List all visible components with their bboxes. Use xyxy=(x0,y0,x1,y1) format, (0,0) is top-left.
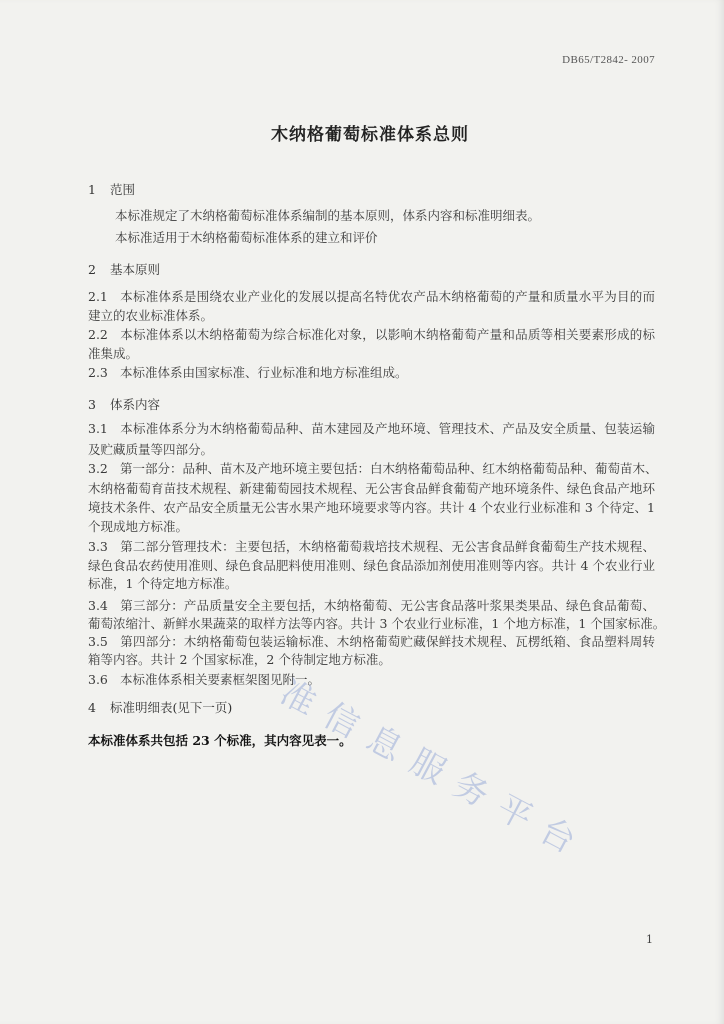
clause-2-2-line-2: 准集成。 xyxy=(88,346,139,361)
section-1-number: 1 xyxy=(88,182,96,197)
clause-2-1-text: 本标准体系是围绕农业产业化的发展以提高名特优农产品木纳格葡萄的产量和质量水平为目的而 xyxy=(120,289,655,304)
scope-line-1: 本标准规定了木纳格葡萄标准体系编制的基本原则，体系内容和标准明细表。 xyxy=(115,208,541,223)
clause-2-2-line-1 xyxy=(88,326,655,344)
clause-3-5-line-1 xyxy=(88,633,655,651)
clause-3-2-line-1 xyxy=(88,460,658,478)
clause-3-3-number: 3.3 xyxy=(88,539,108,554)
section-2-title: 基本原则 xyxy=(110,262,161,277)
clause-3-6-line-1 xyxy=(88,671,655,689)
clause-3-3-line-1 xyxy=(88,538,655,556)
clause-3-3-line-2: 绿色食品农药使用准则、绿色食品肥料使用准则、绿色食品添加剂使用准则等内容。共计 4 个农业行业 xyxy=(88,558,655,573)
clause-2-2-number: 2.2 xyxy=(88,327,108,342)
clause-2-2-text: 本标准体系以木纳格葡萄为综合标准化对象，以影响木纳格葡萄产量和品质等相关要素形成的标 xyxy=(120,327,655,342)
watermark-text: 准信息服务平台 xyxy=(273,672,596,869)
section-4-title: 标准明细表(见下一页) xyxy=(110,700,233,715)
clause-3-2-line-2: 木纳格葡萄育苗技术规程、新建葡萄园技术规程、无公害食品鲜食葡萄产地环境条件、绿色食品产地环 xyxy=(88,481,655,496)
clause-3-4-number: 3.4 xyxy=(88,598,108,613)
clause-3-4-line-1 xyxy=(88,597,655,615)
section-1-heading xyxy=(88,181,655,199)
section-1-title: 范围 xyxy=(110,182,136,197)
clause-3-4-line-2: 葡萄浓缩汁、新鲜水果蔬菜的取样方法等内容。共计 3 个农业行业标准，1 个地方标准，1 个国家标准。 xyxy=(88,616,666,631)
clause-2-3-text: 本标准体系由国家标准、行业标准和地方标准组成。 xyxy=(120,365,408,380)
clause-3-2-line-4: 个现成地方标准。 xyxy=(88,519,189,534)
clause-2-3-line-1 xyxy=(88,364,655,382)
clause-3-1-line-1 xyxy=(88,420,655,438)
clause-2-1-number: 2.1 xyxy=(88,289,108,304)
clause-3-6-text: 本标准体系相关要素框架图见附一。 xyxy=(120,672,321,687)
section-3-number: 3 xyxy=(88,397,96,412)
clause-3-2-text: 第一部分：品种、苗木及产地环境主要包括：白木纳格葡萄品种、红木纳格葡萄品种、葡萄苗木、 xyxy=(120,461,658,476)
clause-3-2-line-3: 境技术条件、农产品安全质量无公害水果产地环境要求等内容。共计 4 个农业行业标准和 3 个待定、1 xyxy=(88,500,655,515)
clause-3-5-number: 3.5 xyxy=(88,634,108,649)
section-4-heading xyxy=(88,699,655,717)
clause-3-1-number: 3.1 xyxy=(88,421,108,436)
clause-2-1-line-1 xyxy=(88,288,655,306)
clause-3-1-text: 本标准体系分为木纳格葡萄品种、苗木建园及产地环境、管理技术、产品及安全质量、包装运输 xyxy=(120,421,655,436)
document-code: DB65/T2842- 2007 xyxy=(562,54,655,66)
clause-3-2-number: 3.2 xyxy=(88,461,108,476)
section-3-title: 体系内容 xyxy=(110,397,161,412)
clause-2-3-number: 2.3 xyxy=(88,365,108,380)
clause-3-3-text: 第二部分管理技术：主要包括，木纳格葡萄栽培技术规程、无公害食品鲜食葡萄生产技术规程、 xyxy=(120,539,655,554)
clause-3-1-line-2: 及贮藏质量等四部分。 xyxy=(88,442,214,457)
document-title: 木纳格葡萄标准体系总则 xyxy=(271,125,469,145)
clause-3-4-text: 第三部分：产品质量安全主要包括，木纳格葡萄、无公害食品落叶浆果类果品、绿色食品葡萄、 xyxy=(120,598,655,613)
page-number: 1 xyxy=(646,933,653,946)
section-2-heading xyxy=(88,261,655,279)
clause-2-1-line-2: 建立的农业标准体系。 xyxy=(88,308,214,323)
section-4-number: 4 xyxy=(88,700,96,715)
clause-3-5-line-2: 箱等内容。共计 2 个国家标准，2 个待制定地方标准。 xyxy=(88,652,391,667)
clause-3-5-text: 第四部分：木纳格葡萄包装运输标准、木纳格葡萄贮藏保鲜技术规程、瓦楞纸箱、食品塑料周转 xyxy=(120,634,655,649)
section-3-heading xyxy=(88,396,655,414)
summary-line: 本标准体系共包括 23 个标准，其内容见表一。 xyxy=(88,733,352,748)
scope-line-2: 本标准适用于木纳格葡萄标准体系的建立和评价 xyxy=(115,230,378,245)
section-2-number: 2 xyxy=(88,262,96,277)
clause-3-6-number: 3.6 xyxy=(88,672,108,687)
clause-3-3-line-3: 标准，1 个待定地方标准。 xyxy=(88,576,238,591)
